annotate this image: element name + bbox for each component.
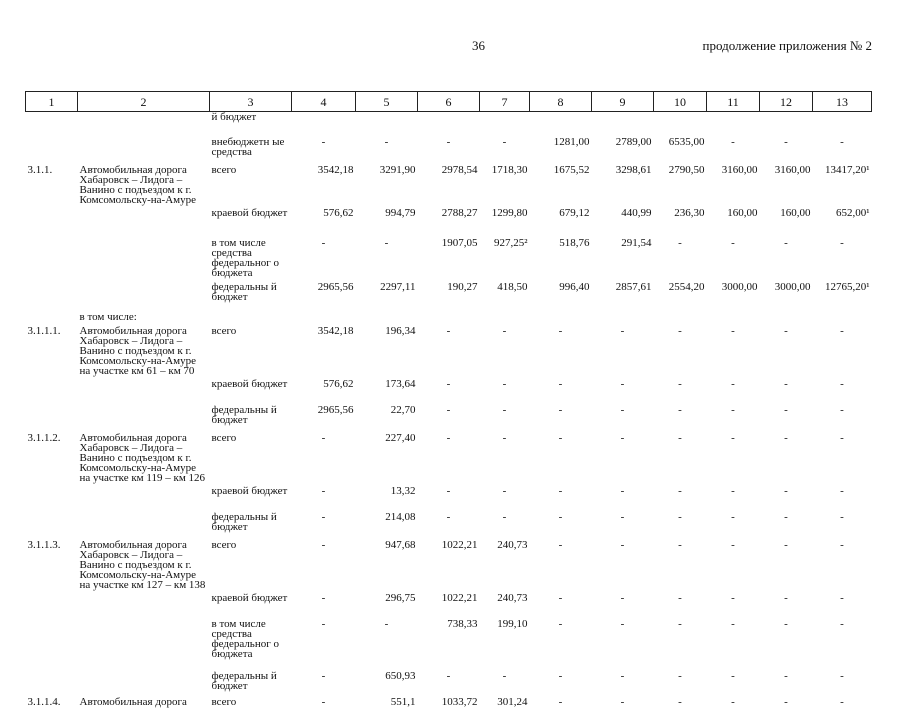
value-cell: 173,64 — [385, 377, 416, 390]
value-cell: 440,99 — [621, 206, 652, 219]
value-cell: 996,40 — [559, 280, 590, 293]
table-row — [26, 323, 872, 376]
value-cell: - — [620, 510, 625, 523]
value-cell: - — [678, 695, 682, 708]
table-row — [26, 279, 872, 309]
row-source: федеральны й бюджет — [211, 403, 277, 426]
value-cell: 236,30 — [674, 206, 705, 219]
value-cell: - — [784, 135, 788, 148]
value-cell: 2857,61 — [615, 280, 652, 293]
value-cell — [480, 309, 530, 323]
table-row — [26, 402, 872, 430]
table-row — [26, 590, 872, 616]
row-name — [78, 235, 210, 279]
value-cell: - — [840, 538, 844, 551]
value-cell: - — [731, 236, 735, 249]
value-cell: 13417,20¹ — [824, 163, 870, 176]
value-cell — [654, 309, 707, 323]
value-cell: - — [840, 431, 844, 444]
value-cell: - — [321, 669, 326, 682]
value-cell: - — [446, 669, 451, 682]
value-cell: 518,76 — [559, 236, 590, 249]
value-cell: - — [620, 669, 625, 682]
row-code — [26, 134, 78, 162]
value-cell: - — [620, 591, 625, 604]
value-cell: - — [321, 135, 326, 148]
value-cell: - — [840, 403, 844, 416]
value-cell: - — [784, 403, 788, 416]
value-cell: 199,10 — [497, 617, 528, 630]
value-cell: - — [840, 695, 844, 708]
value-cell: 551,1 — [390, 695, 416, 708]
value-cell: 1022,21 — [441, 538, 478, 551]
row-name: Автомобильная дорога — [79, 695, 187, 708]
value-cell: 301,24 — [497, 695, 528, 708]
value-cell: 240,73 — [497, 591, 528, 604]
column-header: 5 — [356, 92, 418, 112]
value-cell: - — [558, 617, 563, 630]
value-cell: 738,33 — [447, 617, 478, 630]
row-source: й бюджет — [211, 111, 257, 123]
table-row — [26, 694, 872, 710]
value-cell: - — [731, 538, 735, 551]
value-cell: - — [731, 617, 735, 630]
value-cell: 3160,00 — [721, 163, 758, 176]
row-name — [78, 668, 210, 694]
value-cell: - — [620, 377, 625, 390]
table-row — [26, 309, 872, 323]
value-cell: - — [678, 591, 682, 604]
value-cell: - — [840, 591, 844, 604]
value-cell: 3000,00 — [774, 280, 811, 293]
row-name — [78, 483, 210, 509]
row-name: в том числе: — [79, 310, 137, 323]
column-header: 6 — [418, 92, 480, 112]
value-cell: - — [678, 431, 682, 444]
value-cell — [418, 112, 480, 134]
value-cell: - — [620, 484, 625, 497]
value-cell: 650,93 — [385, 669, 416, 682]
value-cell — [356, 112, 418, 134]
row-source — [210, 309, 292, 323]
value-cell: - — [731, 403, 735, 416]
row-name — [78, 616, 210, 668]
row-code: 3.1.1.1. — [27, 324, 61, 337]
column-header: 11 — [707, 92, 760, 112]
row-code — [26, 309, 78, 323]
value-cell — [707, 309, 760, 323]
value-cell: - — [558, 669, 563, 682]
value-cell: - — [502, 403, 507, 416]
value-cell: 160,00 — [780, 206, 811, 219]
value-cell — [530, 112, 592, 134]
value-cell: 296,75 — [385, 591, 416, 604]
value-cell: 1022,21 — [441, 591, 478, 604]
row-source: всего — [211, 163, 237, 176]
row-code — [26, 235, 78, 279]
value-cell: 927,25² — [493, 236, 528, 249]
value-cell: - — [731, 591, 735, 604]
value-cell: 240,73 — [497, 538, 528, 551]
value-cell: - — [321, 431, 326, 444]
row-source: краевой бюджет — [211, 484, 288, 497]
table-row — [26, 483, 872, 509]
value-cell: - — [620, 431, 625, 444]
value-cell: 1299,80 — [491, 206, 528, 219]
row-name: Автомобильная дорога Хабаровск – Лидога – Ванино с подъездом к г. Комсомольску-на-Амуре на участке км 61 – км 70 — [79, 324, 196, 377]
column-header: 12 — [760, 92, 813, 112]
value-cell: - — [558, 403, 563, 416]
value-cell: - — [620, 695, 625, 708]
row-source: в том числе средства федеральног о бюджета — [211, 617, 279, 660]
column-header: 9 — [592, 92, 654, 112]
row-source: федеральны й бюджет — [211, 510, 277, 533]
value-cell: - — [784, 538, 788, 551]
value-cell: - — [784, 669, 788, 682]
row-name: Автомобильная дорога Хабаровск – Лидога – Ванино с подъездом к г. Комсомольску-на-Амуре — [79, 163, 196, 206]
row-name — [78, 509, 210, 537]
value-cell: - — [558, 591, 563, 604]
value-cell: 3160,00 — [774, 163, 811, 176]
value-cell: - — [840, 669, 844, 682]
value-cell: 576,62 — [323, 206, 354, 219]
appendix-note: продолжение приложения № 2 — [702, 38, 872, 53]
value-cell: 2978,54 — [441, 163, 478, 176]
value-cell: - — [321, 591, 326, 604]
value-cell: 1718,30 — [491, 163, 528, 176]
table-row — [26, 509, 872, 537]
value-cell: - — [446, 510, 451, 523]
value-cell: - — [678, 403, 682, 416]
value-cell: - — [784, 324, 788, 337]
value-cell: - — [321, 236, 326, 249]
value-cell: - — [620, 538, 625, 551]
value-cell: - — [784, 236, 788, 249]
column-header: 1 — [26, 92, 78, 112]
value-cell: - — [840, 324, 844, 337]
value-cell: - — [446, 403, 451, 416]
value-cell — [707, 112, 760, 134]
value-cell: - — [321, 510, 326, 523]
value-cell: - — [678, 510, 682, 523]
value-cell — [292, 112, 356, 134]
row-name: Автомобильная дорога Хабаровск – Лидога – Ванино с подъездом к г. Комсомольску-на-Амуре на участке км 119 – км 126 — [79, 431, 206, 484]
value-cell: - — [731, 431, 735, 444]
value-cell: 1907,05 — [441, 236, 478, 249]
value-cell: - — [558, 484, 563, 497]
row-name — [78, 279, 210, 309]
value-cell — [592, 112, 654, 134]
value-cell: 3542,18 — [317, 324, 354, 337]
value-cell — [813, 112, 872, 134]
value-cell: - — [321, 695, 326, 708]
value-cell: - — [502, 377, 507, 390]
row-code — [26, 616, 78, 668]
value-cell: - — [784, 484, 788, 497]
row-code: 3.1.1.4. — [27, 695, 61, 708]
value-cell: - — [784, 377, 788, 390]
table-row — [26, 235, 872, 279]
value-cell: - — [678, 669, 682, 682]
row-name — [78, 205, 210, 235]
value-cell: - — [620, 403, 625, 416]
value-cell: 576,62 — [323, 377, 354, 390]
value-cell: - — [321, 484, 326, 497]
value-cell: - — [840, 135, 844, 148]
value-cell: 214,08 — [385, 510, 416, 523]
value-cell: - — [731, 135, 735, 148]
value-cell: 2297,11 — [380, 280, 416, 293]
value-cell: 3000,00 — [721, 280, 758, 293]
value-cell: 1675,52 — [553, 163, 590, 176]
value-cell: - — [784, 510, 788, 523]
table-row — [26, 112, 872, 134]
row-code — [26, 483, 78, 509]
column-header: 2 — [78, 92, 210, 112]
value-cell — [356, 309, 418, 323]
value-cell: - — [502, 431, 507, 444]
value-cell: 679,12 — [559, 206, 590, 219]
table-row — [26, 205, 872, 235]
value-cell: 1033,72 — [441, 695, 478, 708]
column-header: 13 — [813, 92, 872, 112]
value-cell: 3291,90 — [379, 163, 416, 176]
value-cell: 3542,18 — [317, 163, 354, 176]
value-cell — [813, 309, 872, 323]
row-name — [78, 134, 210, 162]
value-cell: 196,34 — [385, 324, 416, 337]
table-body — [26, 112, 872, 710]
column-header: 8 — [530, 92, 592, 112]
value-cell: - — [446, 484, 451, 497]
value-cell: - — [558, 324, 563, 337]
table-row — [26, 616, 872, 668]
value-cell: - — [731, 510, 735, 523]
value-cell: - — [558, 431, 563, 444]
value-cell: - — [784, 617, 788, 630]
table-row — [26, 376, 872, 402]
row-code — [26, 668, 78, 694]
value-cell — [530, 309, 592, 323]
value-cell: - — [731, 324, 735, 337]
row-name — [78, 590, 210, 616]
column-header: 10 — [654, 92, 707, 112]
value-cell: - — [784, 695, 788, 708]
table-row — [26, 430, 872, 483]
row-name — [78, 112, 210, 134]
value-cell: - — [678, 538, 682, 551]
value-cell: 227,40 — [385, 431, 416, 444]
value-cell: - — [840, 236, 844, 249]
value-cell: 2554,20 — [668, 280, 705, 293]
row-code — [26, 205, 78, 235]
column-header: 7 — [480, 92, 530, 112]
row-code: 3.1.1.3. — [27, 538, 61, 551]
row-code — [26, 279, 78, 309]
value-cell: - — [731, 695, 735, 708]
value-cell: - — [502, 484, 507, 497]
value-cell: - — [558, 377, 563, 390]
row-source: краевой бюджет — [211, 377, 288, 390]
value-cell: - — [678, 377, 682, 390]
row-code: 3.1.1.2. — [27, 431, 61, 444]
value-cell: 13,32 — [390, 484, 416, 497]
value-cell: 6535,00 — [668, 135, 705, 148]
value-cell: 291,54 — [621, 236, 652, 249]
value-cell — [592, 309, 654, 323]
value-cell: - — [840, 484, 844, 497]
value-cell: 190,27 — [447, 280, 478, 293]
value-cell: - — [620, 324, 625, 337]
value-cell — [480, 112, 530, 134]
value-cell: - — [384, 135, 389, 148]
value-cell: - — [384, 236, 389, 249]
value-cell: - — [446, 431, 451, 444]
value-cell: - — [384, 617, 389, 630]
value-cell: - — [678, 324, 682, 337]
table-row — [26, 668, 872, 694]
value-cell: - — [731, 484, 735, 497]
budget-table — [25, 91, 872, 710]
value-cell: 2965,56 — [317, 280, 354, 293]
value-cell: 2789,00 — [615, 135, 652, 148]
row-source: краевой бюджет — [211, 591, 288, 604]
value-cell: 1281,00 — [553, 135, 590, 148]
value-cell: - — [558, 695, 563, 708]
row-name: Автомобильная дорога Хабаровск – Лидога – Ванино с подъездом к г. Комсомольску-на-Амуре на участке км 127 – км 138 — [79, 538, 206, 591]
value-cell: - — [502, 669, 507, 682]
value-cell: 994,79 — [385, 206, 416, 219]
page-number: 36 — [472, 38, 485, 53]
row-source: всего — [211, 695, 237, 708]
value-cell: 2965,56 — [317, 403, 354, 416]
row-source: федеральны й бюджет — [211, 669, 277, 692]
value-cell: 652,00¹ — [835, 206, 870, 219]
value-cell: - — [678, 617, 682, 630]
column-header: 3 — [210, 92, 292, 112]
value-cell: - — [502, 324, 507, 337]
row-source: внебюджетн ые средства — [211, 135, 285, 158]
value-cell — [760, 112, 813, 134]
value-cell: 22,70 — [390, 403, 416, 416]
row-source: всего — [211, 324, 237, 337]
value-cell: 2790,50 — [668, 163, 705, 176]
column-header: 4 — [292, 92, 356, 112]
value-cell: - — [840, 510, 844, 523]
value-cell — [654, 112, 707, 134]
value-cell: - — [446, 377, 451, 390]
value-cell: - — [840, 377, 844, 390]
value-cell: 418,50 — [497, 280, 528, 293]
value-cell: - — [558, 538, 563, 551]
value-cell: - — [446, 324, 451, 337]
value-cell: - — [502, 135, 507, 148]
value-cell: 160,00 — [727, 206, 758, 219]
value-cell: - — [678, 236, 682, 249]
value-cell: - — [840, 617, 844, 630]
value-cell — [292, 309, 356, 323]
value-cell: 2788,27 — [441, 206, 478, 219]
table-row — [26, 134, 872, 162]
table-header-row — [26, 92, 872, 112]
row-source: всего — [211, 431, 237, 444]
value-cell: - — [620, 617, 625, 630]
value-cell: - — [784, 591, 788, 604]
value-cell: - — [502, 510, 507, 523]
row-source: в том числе средства федеральног о бюджета — [211, 236, 279, 279]
value-cell: 947,68 — [385, 538, 416, 551]
value-cell: - — [784, 431, 788, 444]
value-cell — [418, 309, 480, 323]
value-cell: - — [446, 135, 451, 148]
row-code — [26, 590, 78, 616]
row-source: федеральны й бюджет — [211, 280, 277, 303]
row-code: 3.1.1. — [27, 163, 53, 176]
row-code — [26, 112, 78, 134]
value-cell: - — [321, 538, 326, 551]
value-cell: 3298,61 — [615, 163, 652, 176]
row-name — [78, 376, 210, 402]
row-code — [26, 402, 78, 430]
row-source: всего — [211, 538, 237, 551]
value-cell: 12765,20¹ — [824, 280, 870, 293]
value-cell — [760, 309, 813, 323]
table-row — [26, 162, 872, 205]
value-cell: - — [321, 617, 326, 630]
table-row — [26, 537, 872, 590]
row-source: краевой бюджет — [211, 206, 288, 219]
row-name — [78, 402, 210, 430]
value-cell: - — [678, 484, 682, 497]
row-code — [26, 376, 78, 402]
row-code — [26, 509, 78, 537]
value-cell: - — [731, 669, 735, 682]
value-cell: - — [731, 377, 735, 390]
value-cell: - — [558, 510, 563, 523]
